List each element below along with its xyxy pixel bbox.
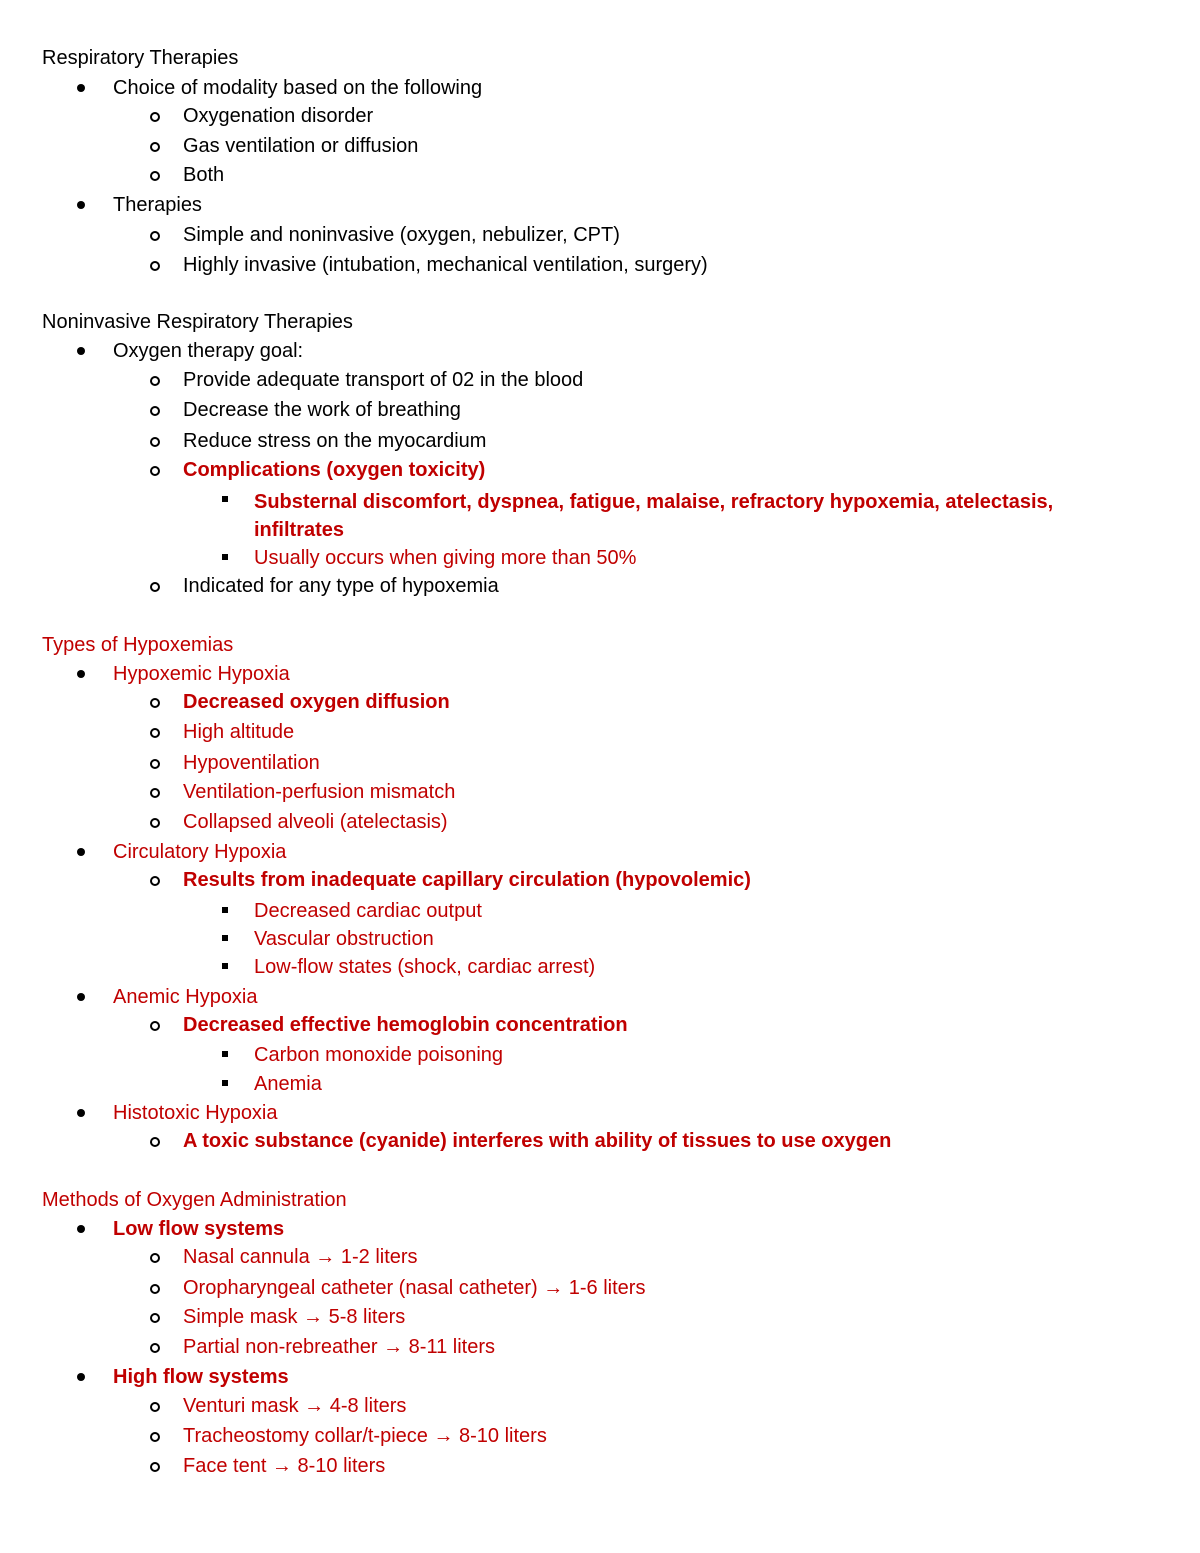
list-item: Anemic Hypoxia — [113, 986, 258, 1008]
hollow-circle-bullet-icon — [150, 437, 160, 447]
list-item: Complications (oxygen toxicity) — [183, 459, 486, 481]
list-item: Oxygen therapy goal: — [113, 340, 304, 362]
section-heading: Respiratory Therapies — [42, 47, 239, 69]
list-item: Ventilation-perfusion mismatch — [183, 781, 456, 803]
list-item: Highly invasive (intubation, mechanical ventilation, surgery) — [183, 254, 708, 276]
hollow-circle-bullet-icon — [150, 876, 160, 886]
list-item: Hypoventilation — [183, 752, 320, 774]
hollow-circle-bullet-icon — [150, 1462, 160, 1472]
hollow-circle-bullet-icon — [150, 406, 160, 416]
filled-disc-bullet-icon — [77, 670, 85, 678]
hollow-circle-bullet-icon — [150, 466, 160, 476]
list-item: Carbon monoxide poisoning — [254, 1044, 504, 1066]
list-item: Venturi mask → 4-8 liters — [183, 1395, 407, 1417]
filled-disc-bullet-icon — [77, 1109, 85, 1117]
list-item: A toxic substance (cyanide) interferes with ability of tissues to use oxygen — [183, 1130, 892, 1152]
filled-square-bullet-icon — [222, 1080, 228, 1086]
section-heading: Methods of Oxygen Administration — [42, 1189, 347, 1211]
hollow-circle-bullet-icon — [150, 1284, 160, 1294]
list-item: Anemia — [254, 1073, 322, 1095]
hollow-circle-bullet-icon — [150, 788, 160, 798]
list-item: Histotoxic Hypoxia — [113, 1102, 278, 1124]
list-item: Provide adequate transport of 02 in the blood — [183, 369, 584, 391]
hollow-circle-bullet-icon — [150, 759, 160, 769]
list-item: Simple mask → 5-8 liters — [183, 1306, 406, 1328]
filled-disc-bullet-icon — [77, 201, 85, 209]
hollow-circle-bullet-icon — [150, 1021, 160, 1031]
hollow-circle-bullet-icon — [150, 582, 160, 592]
list-item: Substernal discomfort, dyspnea, fatigue, malaise, refractory hypoxemia, atelectasis, infiltrates — [254, 491, 1054, 541]
list-item: Oxygenation disorder — [183, 105, 374, 127]
list-item: Low flow systems — [113, 1218, 285, 1240]
list-item: Oropharyngeal catheter (nasal catheter) → 1-6 liters — [183, 1277, 646, 1299]
list-item: High altitude — [183, 721, 295, 743]
hollow-circle-bullet-icon — [150, 1313, 160, 1323]
list-item: Simple and noninvasive (oxygen, nebulizer, CPT) — [183, 224, 620, 246]
hollow-circle-bullet-icon — [150, 1402, 160, 1412]
list-item: Usually occurs when giving more than 50% — [254, 547, 637, 569]
hollow-circle-bullet-icon — [150, 728, 160, 738]
hollow-circle-bullet-icon — [150, 1137, 160, 1147]
section-heading: Noninvasive Respiratory Therapies — [42, 311, 353, 333]
hollow-circle-bullet-icon — [150, 112, 160, 122]
list-item: Gas ventilation or diffusion — [183, 135, 419, 157]
filled-disc-bullet-icon — [77, 1373, 85, 1381]
list-item: Indicated for any type of hypoxemia — [183, 575, 499, 597]
hollow-circle-bullet-icon — [150, 1343, 160, 1353]
list-item: Tracheostomy collar/t-piece → 8-10 liters — [183, 1425, 547, 1447]
hollow-circle-bullet-icon — [150, 171, 160, 181]
list-item: Decrease the work of breathing — [183, 399, 461, 421]
section-heading: Types of Hypoxemias — [42, 634, 234, 656]
list-item: High flow systems — [113, 1366, 289, 1388]
list-item: Nasal cannula → 1-2 liters — [183, 1246, 418, 1268]
filled-square-bullet-icon — [222, 554, 228, 560]
filled-disc-bullet-icon — [77, 347, 85, 355]
list-item: Therapies — [113, 194, 202, 216]
hollow-circle-bullet-icon — [150, 1432, 160, 1442]
list-item: Decreased oxygen diffusion — [183, 691, 450, 713]
filled-disc-bullet-icon — [77, 1225, 85, 1233]
hollow-circle-bullet-icon — [150, 376, 160, 386]
filled-square-bullet-icon — [222, 496, 228, 502]
list-item: Face tent → 8-10 liters — [183, 1455, 386, 1477]
hollow-circle-bullet-icon — [150, 698, 160, 708]
filled-disc-bullet-icon — [77, 84, 85, 92]
hollow-circle-bullet-icon — [150, 231, 160, 241]
list-item: Vascular obstruction — [254, 928, 434, 950]
hollow-circle-bullet-icon — [150, 142, 160, 152]
list-item: Decreased cardiac output — [254, 900, 482, 922]
hollow-circle-bullet-icon — [150, 1253, 160, 1263]
hollow-circle-bullet-icon — [150, 261, 160, 271]
filled-disc-bullet-icon — [77, 848, 85, 856]
list-item: Partial non-rebreather → 8-11 liters — [183, 1336, 495, 1358]
list-item: Decreased effective hemoglobin concentration — [183, 1014, 628, 1036]
filled-square-bullet-icon — [222, 907, 228, 913]
filled-square-bullet-icon — [222, 963, 228, 969]
list-item: Both — [183, 164, 225, 186]
hollow-circle-bullet-icon — [150, 818, 160, 828]
filled-square-bullet-icon — [222, 1051, 228, 1057]
list-item: Low-flow states (shock, cardiac arrest) — [254, 956, 596, 978]
list-item: Collapsed alveoli (atelectasis) — [183, 811, 448, 833]
list-item: Circulatory Hypoxia — [113, 841, 287, 863]
list-item: Reduce stress on the myocardium — [183, 430, 487, 452]
filled-square-bullet-icon — [222, 935, 228, 941]
filled-disc-bullet-icon — [77, 993, 85, 1001]
list-item: Results from inadequate capillary circulation (hypovolemic) — [183, 869, 751, 891]
list-item: Choice of modality based on the following — [113, 77, 483, 99]
list-item: Hypoxemic Hypoxia — [113, 663, 290, 685]
